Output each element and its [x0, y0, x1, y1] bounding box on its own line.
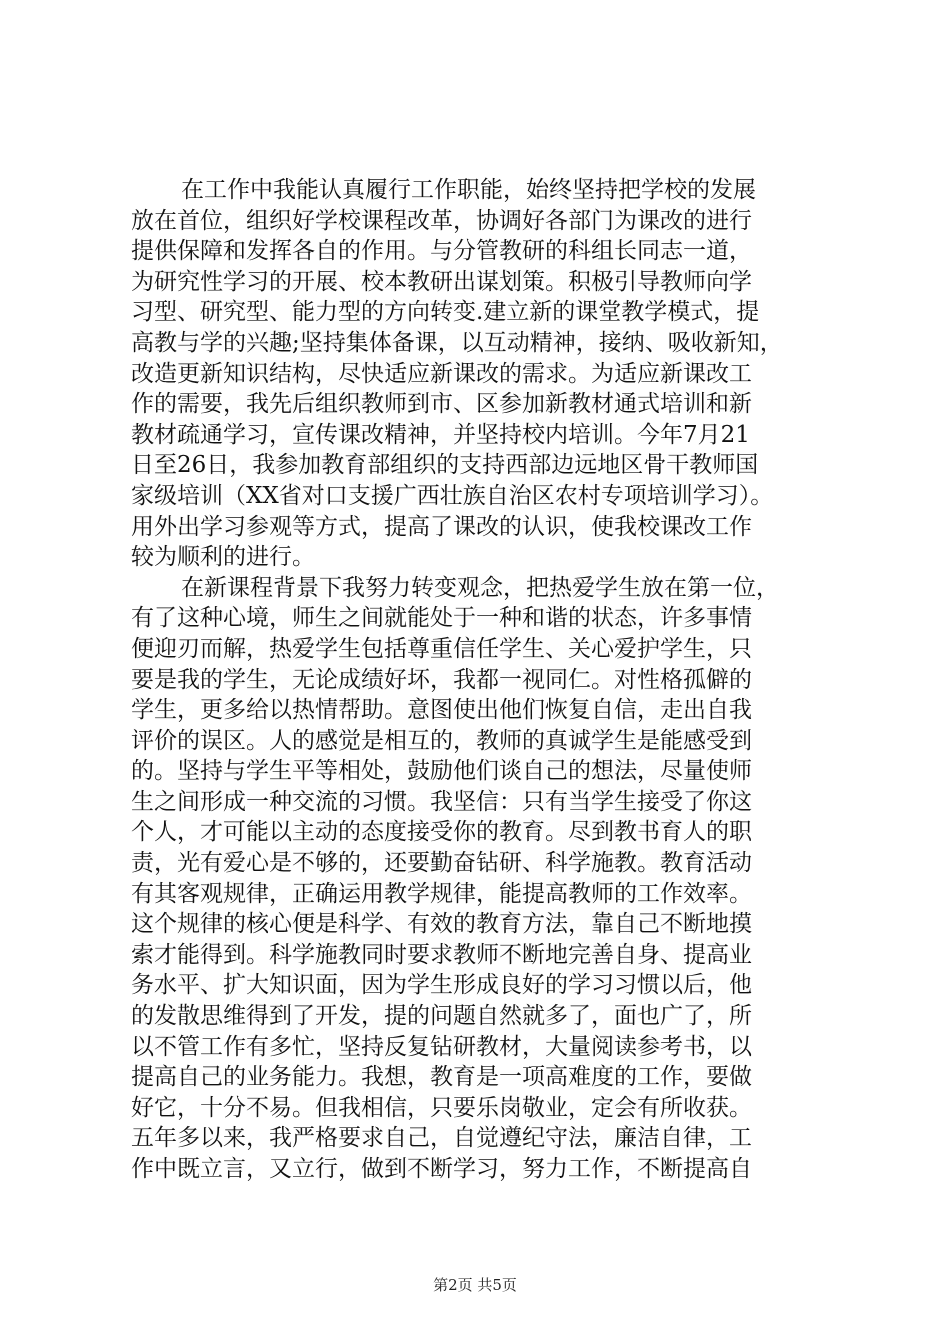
text-line: 高教与学的兴趣;坚持集体备课，以互动精神，接纳、吸收新知， [131, 329, 783, 356]
text-line: 责，光有爱心是不够的，还要勤奋钻研、科学施教。教育活动 [131, 850, 752, 877]
text-line: 家级培训（XX省对口支援广西壮族自治区农村专项培训学习）。 [131, 482, 774, 509]
text-line: 作的需要，我先后组织教师到市、区参加新教材通式培训和新 [131, 391, 752, 418]
text-line: 为研究性学习的开展、校本教研出谋划策。积极引导教师向学 [131, 268, 752, 295]
text-line: 有其客观规律，正确运用教学规律，能提高教师的工作效率。 [131, 880, 752, 907]
text-line: 改造更新知识结构，尽快适应新课改的需求。为适应新课改工 [131, 360, 752, 387]
text-line: 索才能得到。科学施教同时要求教师不断地完善自身、提高业 [131, 941, 752, 968]
text-line: 以不管工作有多忙，坚持反复钻研教材，大量阅读参考书，以 [131, 1033, 752, 1060]
text-line: 要是我的学生，无论成绩好坏，我都一视同仁。对性格孤僻的 [131, 666, 752, 693]
text-line: 作中既立言，又立行，做到不断学习，努力工作，不断提高自 [131, 1156, 752, 1182]
text-line: 这个规律的核心便是科学、有效的教育方法，靠自己不断地摸 [131, 911, 752, 938]
text-line: 有了这种心境，师生之间就能处于一种和谐的状态，许多事情 [131, 605, 752, 632]
text-line: 评价的误区。人的感觉是相互的，教师的真诚学生是能感受到 [131, 727, 752, 754]
text-line: 习型、研究型、能力型的方向转变.建立新的课堂教学模式，提 [131, 299, 760, 326]
text-line: 务水平、扩大知识面，因为学生形成良好的学习习惯以后，他 [131, 972, 752, 999]
text-line: 较为顺利的进行。 [131, 544, 315, 571]
paragraph-2 [131, 573, 831, 1185]
text-line: 生之间形成一种交流的习惯。我坚信：只有当学生接受了你这 [131, 788, 752, 815]
text-line: 提高自己的业务能力。我想，教育是一项高难度的工作，要做 [131, 1064, 752, 1091]
text-line: 学生，更多给以热情帮助。意图使出他们恢复自信，走出自我 [131, 697, 752, 724]
page-number-label: 第2页 共5页 [433, 1276, 517, 1294]
text-line: 提供保障和发挥各自的作用。与分管教研的科组长同志一道， [131, 238, 752, 265]
text-line: 日至26日，我参加教育部组织的支持西部边远地区骨干教师国 [131, 452, 759, 479]
text-line: 放在首位，组织好学校课程改革，协调好各部门为课改的进行 [131, 207, 752, 234]
text-line: 个人，才可能以主动的态度接受你的教育。尽到教书育人的职 [131, 819, 752, 846]
page-footer [0, 1275, 950, 1295]
text-line: 便迎刃而解，热爱学生包括尊重信任学生、关心爱护学生，只 [131, 635, 752, 662]
text-line: 用外出学习参观等方式，提高了课改的认识，使我校课改工作 [131, 513, 752, 540]
text-line: 的发散思维得到了开发，提的问题自然就多了，面也广了，所 [131, 1003, 752, 1030]
text-line: 五年多以来，我严格要求自己，自觉遵纪守法，廉洁自律，工 [131, 1125, 752, 1152]
text-line: 的。坚持与学生平等相处，鼓励他们谈自己的想法，尽量使师 [131, 758, 752, 785]
text-line: 教材疏通学习，宣传课改精神，并坚持校内培训。今年7月21 [131, 421, 750, 448]
paragraph-1 [131, 175, 831, 573]
text-line: 在工作中我能认真履行工作职能，始终坚持把学校的发展 [181, 177, 756, 203]
text-line: 在新课程背景下我努力转变观念，把热爱学生放在第一位， [181, 574, 779, 601]
body-text [131, 175, 831, 1185]
text-line: 好它，十分不易。但我相信，只要乐岗敬业，定会有所收获。 [131, 1094, 752, 1121]
